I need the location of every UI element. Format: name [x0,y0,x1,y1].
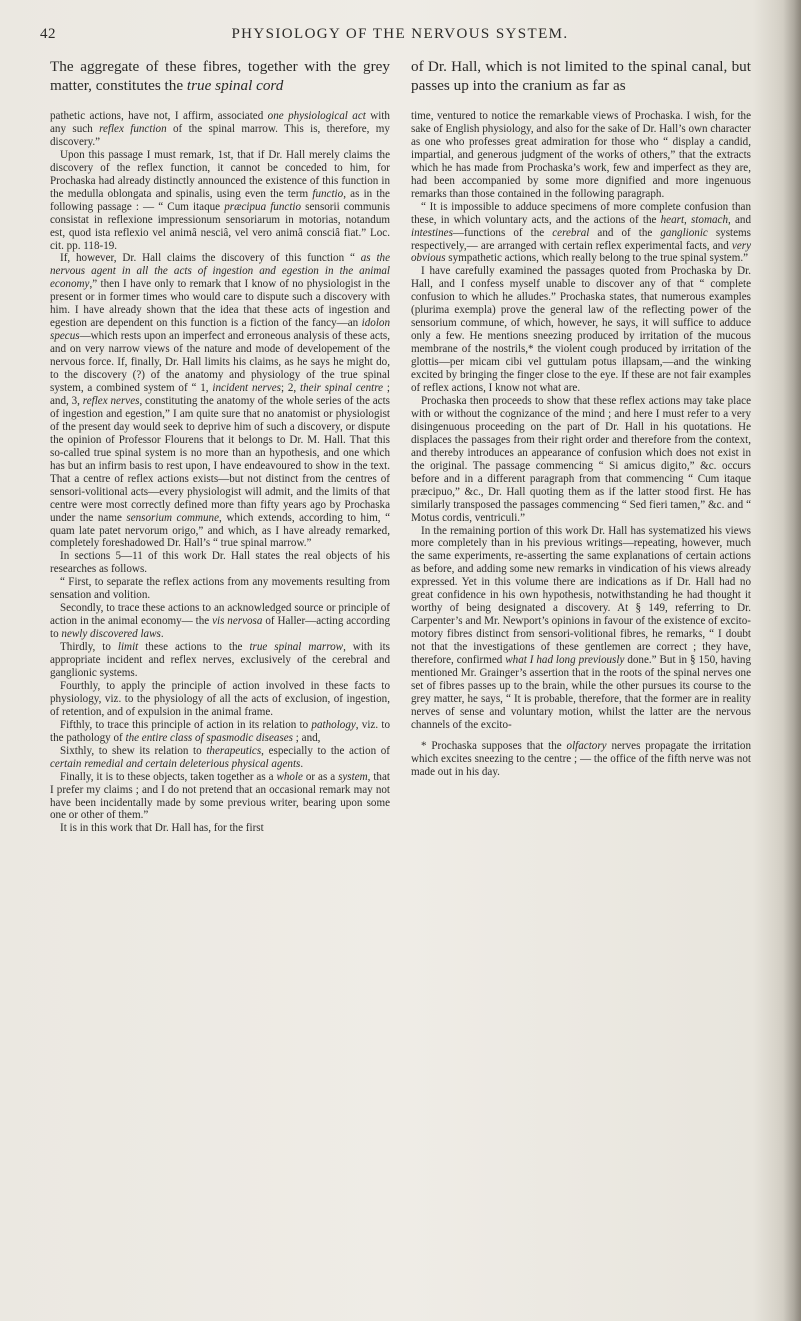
intro-right-text: of Dr. Hall, which is not limited to the spinal canal, but passes up into the cranium as far as [411,58,751,94]
running-title: PHYSIOLOGY OF THE NERVOUS SYSTEM. [231,26,569,42]
page-number: 42 [40,26,56,42]
paragraph: “ First, to separate the reflex actions from any movements resulting from sensation and volition. [50,576,390,602]
paragraph: Secondly, to trace these actions to an acknowledged source or principle of action in the animal economy— the vis nervosa of Haller—acting according to newly discovered laws. [50,602,390,641]
intro-right-column [411,57,751,95]
right-column [411,110,751,779]
paragraph: Upon this passage I must remark, 1st, that if Dr. Hall merely claims the discovery of the reflex function, it cannot be conceded to him, for Prochaska had already distinctly announced the existence of this function in the medulla oblongata and spinalis, using even the term functio, as in the following passage : — “ Cum itaque præcipua functio sensorii communis consistat in reflexione impressionum sensoriarum in motorias, notandum est, quod ista reflexio vel animâ nesciâ, vel vero animâ consciâ fiat.” Loc. cit. pp. 118-19. [50,148,391,252]
paragraph: pathetic actions, have not, I affirm, associated one physiological act with any such reflex function of the spinal marrow. This is, therefore, my discovery.” [50,110,390,148]
paragraph: If, however, Dr. Hall claims the discovery of this function “ as the nervous agent in all the acts of ingestion and egestion in the animal economy,” then I have only to remark that I know of no physiologist in the present or in former times who would care to dispute such a discovery with him. I have already shown that the idea that these acts of ingestion and egestion are dependent on this function is a fiction of the fancy—an idolon specus—which rests upon an imperfect and erroneous analysis of these acts, and on very narrow views of the nature and mode of developement of the nervous force. If, finally, Dr. Hall limits his claims, as he says he might do, to the discovery (?) of the anatomy and physiology of the true spinal system, a combined system of “ 1, incident nerves; 2, their spinal centre ; and, 3, reflex nerves, constituting the anatomy of the whole series of the acts of ingestion and egestion,” I am quite sure that no anatomist or physiologist of the present day would seek to deprive him of such a discovery, or dispute the opinion of Professor Flourens that it belongs to Dr. M. Hall. That this so-called true spinal system is no more than an hypothesis, and one which has but an infirm basis to rest upon, I have endeavoured to show in the text. That a centre of reflex actions exists—but not distinct from the centres of sensori-volitional acts—every physiologist will admit, and the limits of that centre were most correctly defined more than fifty years ago by Prochaska under the name sensorium commune, which extends, according to him, “ quam late patet nervorum origo,” and which, as I have already remarked, completely foreshadowed Dr. Hall’s “ true spinal marrow.” [50,252,390,550]
paragraph: Fourthly, to apply the principle of action involved in these facts to physiology, viz. to the physiology of all the acts of exclusion, of ingestion, of retention, and of expulsion in the animal frame. [50,679,390,718]
paragraph: In the remaining portion of this work Dr. Hall has systematized his views more completely than in his previous writings—repeating, however, much the same experiments, re-asserting the same explanations of certain actions as before, and adding some new remarks in vindication of his views already expressed. Yet in this volume there are indications as if Dr. Hall had no great confidence in his own hypothesis, notwithstanding he had thought it worthy of being designated a discovery. At § 149, referring to Dr. Carpenter’s and Mr. Newport’s opinions in favour of the existence of excito-motory fibres distinct from sensori-volitional fibres, he remarks, “ I doubt not that the investigations of these gentlemen are correct ; they have, therefore, confirmed what I had long previously done.” But in § 150, having mentioned Mr. Grainger’s assertion that in the roots of the spinal nerves one set of fibres passes up to the brain, while the other pursues its course to the grey matter, he says, “ It is probable, therefore, that the former are in reality nerves of sense and voluntary motion, whilst the latter are the nervous channels of the excito- [411,524,752,731]
left-column [50,110,390,835]
footnote: * Prochaska supposes that the olfactory nerves propagate the irritation which excites sneezing to the centre ; — the office of the fifth nerve was not made out in his day. [411,739,751,778]
intro-left-column [50,57,390,95]
paragraph: “ It is impossible to adduce specimens of more complete confusion than these, in which voluntary acts, and the actions of the heart, stomach, and intestines—functions of the cerebral and of the ganglionic systems respectively,— are arranged with certain reflex experimental facts, and very obvious sympathetic actions, which really belong to the true spinal system.” [411,200,752,265]
paragraph: Finally, it is to these objects, taken together as a whole or as a system, that I prefer my claims ; and I do not pretend that an occasional remark may not have been incidentally made by some previous writer, bearing upon some one or other of them.” [50,770,390,822]
paragraph: Prochaska then proceeds to show that these reflex actions may take place with or without the cognizance of the mind ; and here I must refer to a very disingenuous proceeding on the part of Dr. Hall in his quotations. He displaces the passages from their right order and therefore from the context, and thereby introduces an appearance of confusion which does not exist in the original. The passage commencing “ Si amicus digito,” &c. occurs before and in a different paragraph from that commencing “ Cum itaque præcipuo,” &c., Dr. Hall quoting them as if the latter stood first. He has similarly transposed the passages commencing “ Sed fieri tamen,” &c. and “ Motus cordis, ventriculi.” [411,394,751,524]
paragraph: It is in this work that Dr. Hall has, for the first [60,822,264,835]
paragraph: Fifthly, to trace this principle of action in its relation to pathology, viz. to the pathology of the entire class of spasmodic diseases ; and, [50,718,390,744]
paragraph: I have carefully examined the passages quoted from Prochaska by Dr. Hall, and I confess myself unable to discover any of that “ complete confusion to which he alludes.” Prochaska states, that numerous examples (plurima exempla) prove the general law of the reflecting power of the sensorium commune, of which, however, he says, it will suffice to adduce only a few. He mentions sneezing produced by irritation of the mucous membrane of the nostrils,* the violent cough produced by irritation of the glottis—per micam cibi vel guttulam potus illapsam,—and the winking excited by bringing the finger close to the eye. If these are not fair examples of reflex actions, I know not what are. [411,265,751,395]
paragraph: Sixthly, to shew its relation to therapeutics, especially to the action of certain remedial and certain deleterious physical agents. [50,744,390,770]
paragraph: time, ventured to notice the remarkable views of Prochaska. I wish, for the sake of English physiology, and also for the sake of Dr. Hall’s own character as one who professes great admiration for those who “ display a candid, impartial, and generous judgment of the works of others,” that the extracts which he has made from Prochaska’s work, few and imperfect as they are, had been accompanied by some more dignified and more ingenuous remarks than those contained in the following paragraph. [411,110,751,200]
page-header [40,26,760,48]
page-edge-shadow [783,0,801,1321]
paragraph: In sections 5—11 of this work Dr. Hall states the real objects of his researches as follows. [50,550,390,576]
paragraph: Thirdly, to limit these actions to the true spinal marrow, with its appropriate incident and reflex nerves, exclusively of the cerebral and ganglionic systems. [50,641,390,679]
intro-left-text: The aggregate of these fibres, together with the grey matter, constitutes the true spinal cord [50,58,390,94]
